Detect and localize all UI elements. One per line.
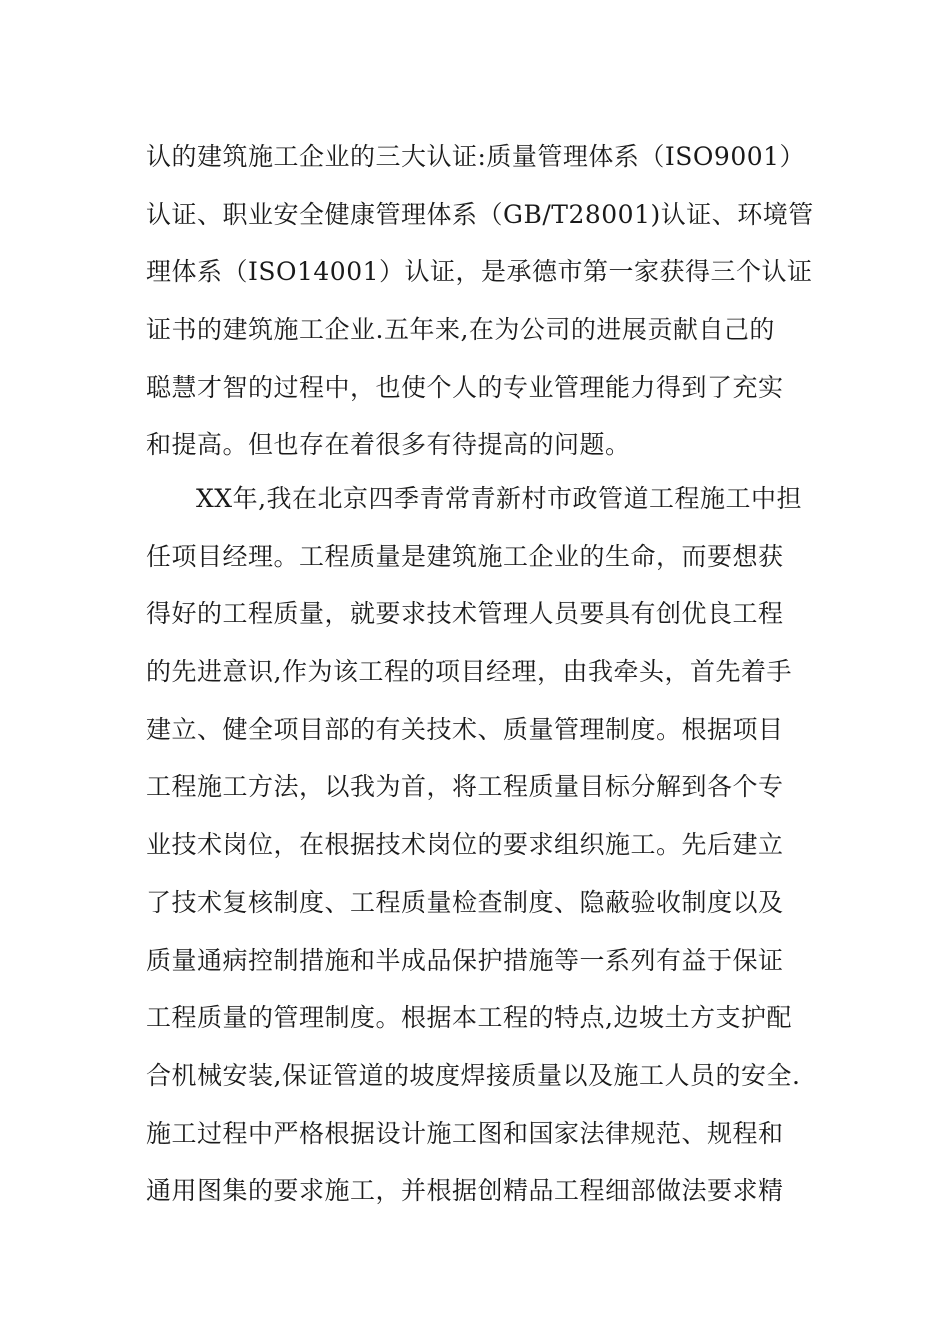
paragraph-line: 理体系（ISO14001）认证，是承德市第一家获得三个认证: [146, 257, 813, 287]
paragraph-line: 工程施工方法，以我为首，将工程质量目标分解到各个专: [146, 772, 784, 802]
paragraph-line: 任项目经理。工程质量是建筑施工企业的生命，而要想获: [146, 541, 784, 571]
paragraph-line: 认证、职业安全健康管理体系（GB/T28001)认证、环境管: [146, 199, 814, 229]
paragraph-line: 的先进意识,作为该工程的项目经理，由我牵头，首先着手: [146, 657, 792, 687]
paragraph-line: 聪慧才智的过程中，也使个人的专业管理能力得到了充实: [146, 372, 784, 402]
paragraph-line: 工程质量的管理制度。根据本工程的特点,边坡土方支护配: [146, 1003, 792, 1033]
paragraph-line: 和提高。但也存在着很多有待提高的问题。: [146, 430, 631, 460]
paragraph-line: 施工过程中严格根据设计施工图和国家法律规范、规程和: [146, 1118, 784, 1148]
paragraph-line: 证书的建筑施工企业.五年来,在为公司的进展贡献自己的: [146, 315, 775, 345]
paragraph-line: 质量通病控制措施和半成品保护措施等一系列有益于保证: [146, 945, 784, 975]
paragraph-line: 得好的工程质量，就要求技术管理人员要具有创优良工程: [146, 599, 784, 629]
paragraph-line: 合机械安装,保证管道的坡度焊接质量以及施工人员的安全.: [146, 1060, 801, 1090]
paragraph-line: 了技术复核制度、工程质量检查制度、隐蔽验收制度以及: [146, 887, 784, 917]
paragraph-2: [146, 470, 811, 1220]
paragraph-line: 建立、健全项目部的有关技术、质量管理制度。根据项目: [146, 714, 784, 744]
paragraph-1: [146, 128, 814, 474]
paragraph-line: 业技术岗位，在根据技术岗位的要求组织施工。先后建立: [146, 830, 784, 860]
paragraph-line: XX年,我在北京四季青常青新村市政管道工程施工中担: [196, 484, 803, 513]
paragraph-line: 认的建筑施工企业的三大认证:质量管理体系（ISO9001）: [146, 142, 806, 171]
paragraph-line: 通用图集的要求施工，并根据创精品工程细部做法要求精: [146, 1176, 784, 1206]
